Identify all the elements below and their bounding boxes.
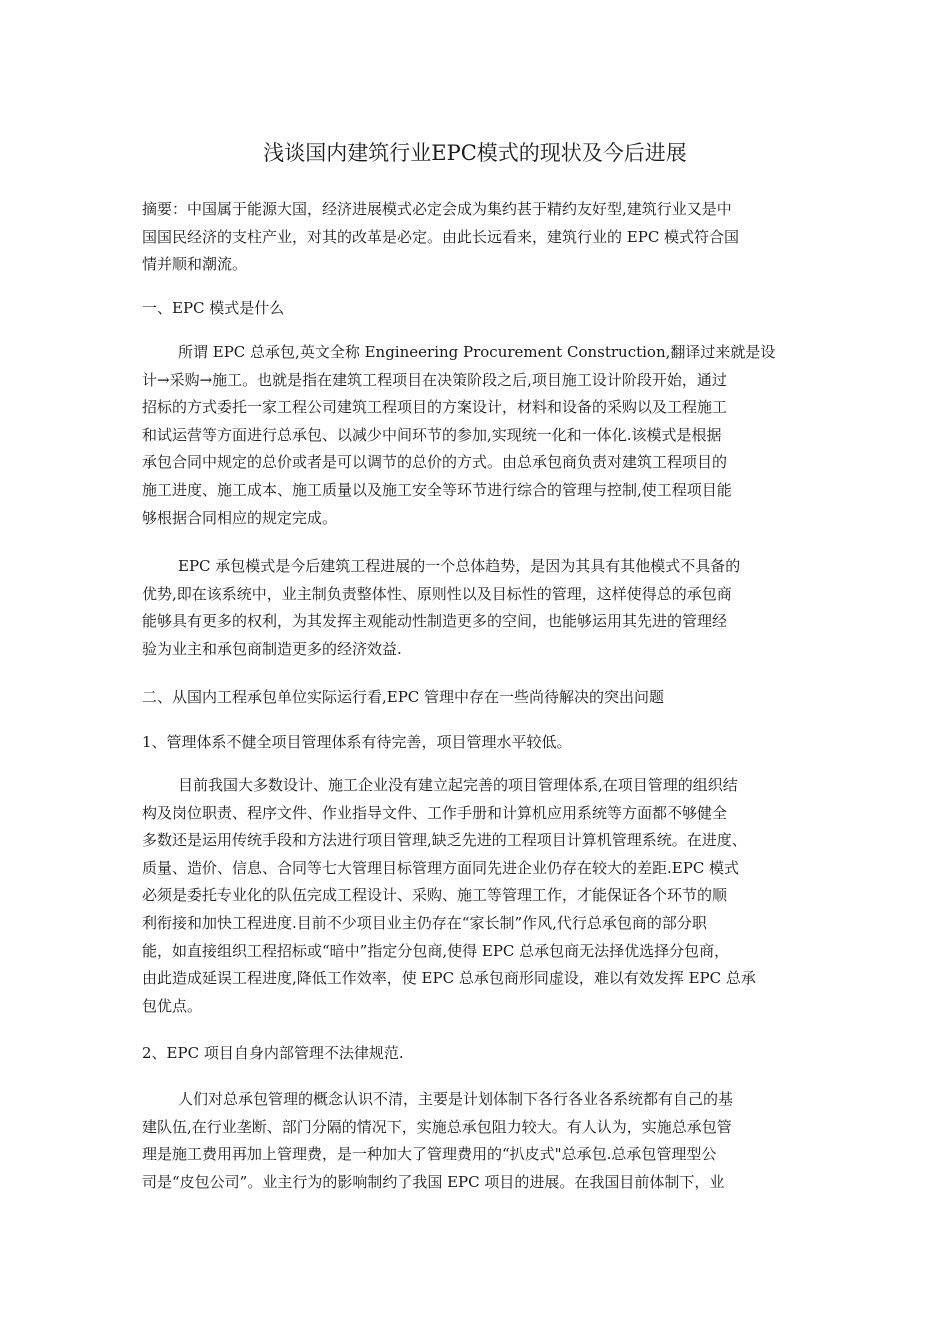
text-line: 理是施工费用再加上管理费，是一种加大了管理费用的“扒皮式"总承包.总承包管理型公: [142, 1145, 717, 1164]
abstract-paragraph: [142, 196, 812, 279]
body-paragraph: [142, 553, 812, 663]
text-line: 由此造成延误工程进度,降低工作效率，使 EPC 总承包商形同虚设，难以有效发挥 EPC 总承: [142, 969, 756, 988]
section2-heading: 二、从国内工程承包单位实际运行看,EPC 管理中存在一些尚待解决的突出问题: [142, 688, 665, 706]
text-line: 国国民经济的支柱产业，对其的改革是必定。由此长远看来，建筑行业的 EPC 模式符合国: [142, 227, 740, 246]
text-line: 和试运营等方面进行总承包、以减少中间环节的参加,实现统一化和一体化.该模式是根据: [142, 425, 722, 444]
text-line: 质量、造价、信息、合同等七大管理目标管理方面同先进企业仍存在较大的差距.EPC 模式: [142, 858, 740, 877]
text-line: 多数还是运用传统手段和方法进行项目管理,缺乏先进的工程项目计算机管理系统。在进度、: [142, 831, 747, 850]
subsection-heading: [142, 1040, 812, 1068]
text-line: 优势,即在该系统中，业主制负责整体性、原则性以及目标性的管理，这样使得总的承包商: [142, 584, 732, 603]
body-paragraph: [142, 339, 812, 532]
section-heading: [142, 684, 812, 712]
text-line: 司是“皮包公司”。业主行为的影响制约了我国 EPC 项目的进展。在我国目前体制下，业: [142, 1172, 725, 1191]
text-line: 能，如直接组织工程招标或“暗中”指定分包商,使得 EPC 总承包商无法择优选择分包商，: [142, 941, 730, 960]
text-line: 情并顺和潮流。: [142, 255, 248, 274]
document-title: 浅谈国内建筑行业EPC模式的现状及今后进展: [263, 141, 687, 165]
text-line: 建队伍,在行业垄断、部门分隔的情况下，实施总承包阻力较大。有人认为，实施总承包管: [142, 1117, 732, 1136]
text-line: 够根据合同相应的规定完成。: [142, 508, 338, 527]
text-line: 摘要：中国属于能源大国，经济进展模式必定会成为集约甚于精约友好型,建筑行业又是中: [142, 200, 732, 218]
text-line: 必须是委托专业化的队伍完成工程设计、采购、施工等管理工作，才能保证各个环节的顺: [142, 886, 728, 905]
item2-heading: 2、EPC 项目自身内部管理不法律规范.: [142, 1044, 404, 1062]
text-line: 承包合同中规定的总价或者是可以调节的总价的方式。由总承包商负责对建筑工程项目的: [142, 453, 728, 472]
text-line: 构及岗位职责、程序文件、作业指导文件、工作手册和计算机应用系统等方面都不够健全: [142, 803, 728, 822]
text-line: 目前我国大多数设计、施工企业没有建立起完善的项目管理体系,在项目管理的组织结: [178, 776, 738, 794]
text-line: 能够具有更多的权利，为其发挥主观能动性制造更多的空间，也能够运用其先进的管理经: [142, 612, 728, 631]
text-line: 包优点。: [142, 996, 203, 1015]
body-paragraph: [142, 772, 812, 1020]
text-line: 计→采购→施工。也就是指在建筑工程项目在决策阶段之后,项目施工设计阶段开始，通过: [142, 370, 727, 389]
item1-heading: 1、管理体系不健全项目管理体系有待完善，项目管理水平较低。: [142, 733, 572, 751]
text-line: 验为业主和承包商制造更多的经济效益.: [142, 639, 402, 658]
text-line: 利衔接和加快工程进度.目前不少项目业主仍存在“家长制”作风,代行总承包商的部分职: [142, 913, 707, 932]
body-paragraph: [142, 1086, 812, 1196]
section-heading: [142, 295, 812, 323]
text-line: EPC 承包模式是今后建筑工程进展的一个总体趋势，是因为其具有其他模式不具备的: [178, 557, 741, 575]
section1-heading: 一、EPC 模式是什么: [142, 299, 285, 317]
subsection-heading: [142, 729, 812, 757]
text-line: 施工进度、施工成本、施工质量以及施工安全等环节进行综合的管理与控制,使工程项目能: [142, 480, 732, 499]
text-line: 招标的方式委托一家工程公司建筑工程项目的方案设计，材料和设备的采购以及工程施工: [142, 398, 728, 417]
text-line: 人们对总承包管理的概念认识不清，主要是计划体制下各行各业各系统都有自己的基: [178, 1090, 734, 1108]
text-line: 所谓 EPC 总承包,英文全称 Engineering Procurement Construction,翻译过来就是设: [178, 343, 776, 361]
